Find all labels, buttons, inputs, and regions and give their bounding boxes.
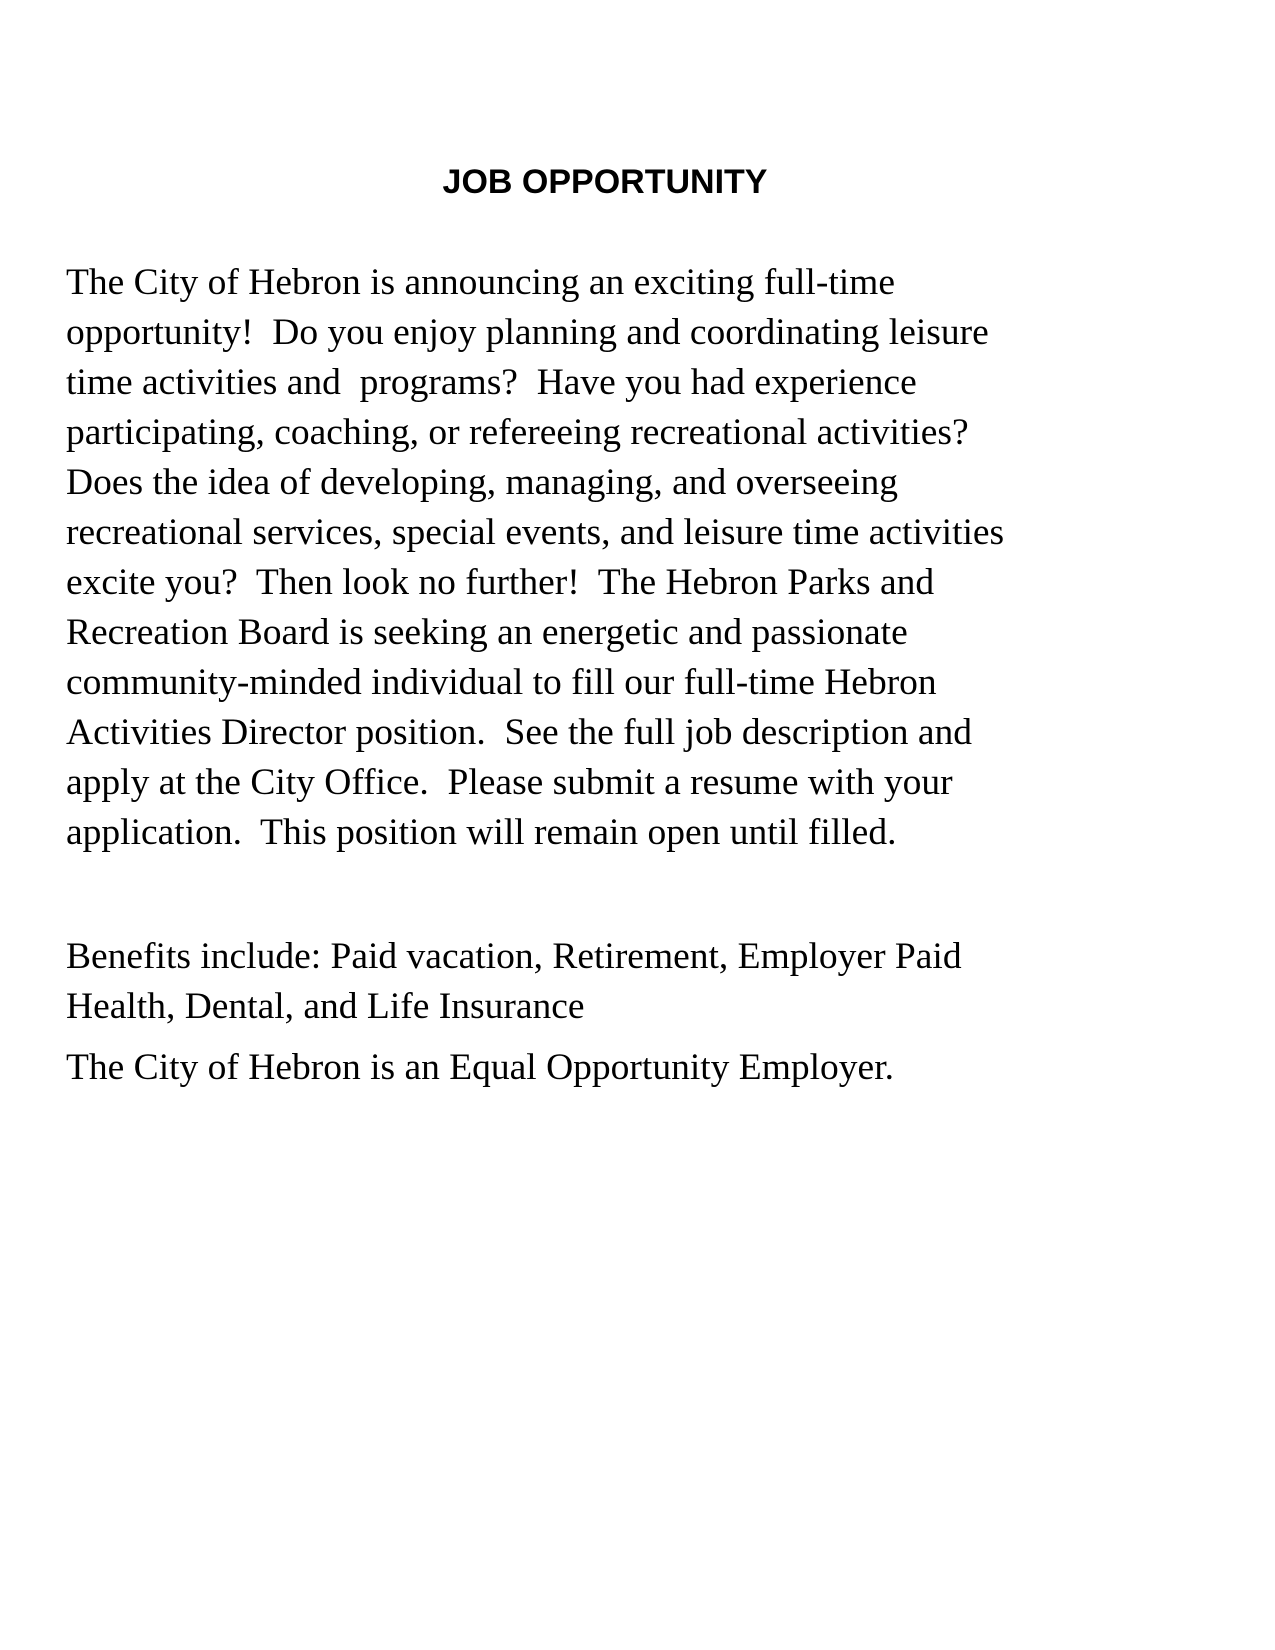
paragraph-line: participating, coaching, or refereeing recreational activities? [66,412,969,453]
paragraph-line: excite you? Then look no further! The Hebron Parks and [66,562,935,603]
paragraph-line: time activities and programs? Have you had experience [66,362,917,403]
page-title: JOB OPPORTUNITY [442,163,768,201]
paragraph-line: apply at the City Office. Please submit a resume with your [66,762,953,803]
paragraph-line: application. This position will remain open until filled. [66,812,897,853]
paragraph-line: recreational services, special events, and leisure time activities [66,512,1005,553]
benefits-line: Health, Dental, and Life Insurance [66,986,585,1027]
paragraph-line: Activities Director position. See the full job description and [66,712,973,753]
equal-opportunity-line: The City of Hebron is an Equal Opportunity Employer. [66,1047,894,1088]
paragraph-line: community-minded individual to fill our full-time Hebron [66,662,937,703]
paragraph-line: The City of Hebron is announcing an exciting full-time [66,262,895,303]
paragraph-line: Does the idea of developing, managing, and overseeing [66,462,899,503]
paragraph-line: Recreation Board is seeking an energetic and passionate [66,612,908,653]
announcement-paragraph [66,258,1004,858]
equal-opportunity-statement [66,1043,894,1093]
benefits-paragraph [66,932,962,1032]
paragraph-line: opportunity! Do you enjoy planning and coordinating leisure [66,312,989,353]
benefits-line: Benefits include: Paid vacation, Retirement, Employer Paid [66,936,962,977]
